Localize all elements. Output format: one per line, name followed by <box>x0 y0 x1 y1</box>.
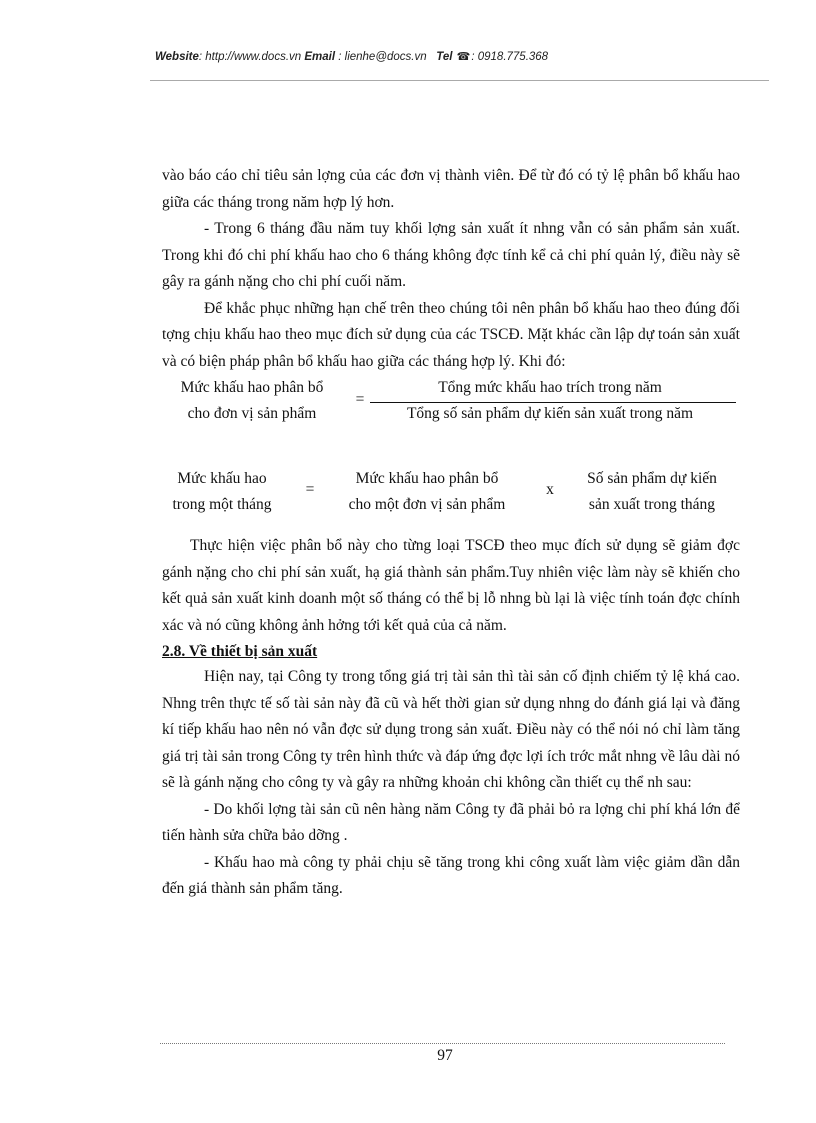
website-value: : http://www.docs.vn <box>198 51 302 63</box>
phone-icon: ☎ <box>456 51 471 63</box>
tel-label: Tel <box>436 51 453 63</box>
tel-value: : 0918.775.368 <box>471 51 549 63</box>
page-header <box>155 50 755 63</box>
paragraph-7: - Khấu hao mà công ty phải chịu sẽ tăng trong khi công xuất làm việc giảm dần dẫn đến giá thành sản phẩm tăng. <box>162 853 740 897</box>
header-divider <box>150 80 769 81</box>
website-label: Website <box>155 51 199 63</box>
paragraph-2: - Trong 6 tháng đầu năm tuy khối lợng sản xuất ít nhng vẫn có sản phẩm sản xuất. Trong khi đó chi phí khấu hao cho 6 tháng không đợc tính kể cả chi phí quản lý, điều này sẽ gây ra gánh nặng cho chi phí cuối năm. <box>162 220 740 290</box>
formula-unit-depreciation <box>162 375 740 441</box>
formula2-rhs-line2: sản xuất trong tháng <box>588 496 716 513</box>
page-number: 97 <box>437 1047 453 1064</box>
paragraph-1: vào báo cáo chỉ tiêu sản lợng của các đơn vị thành viên. Để từ đó có tỷ lệ phân bổ khấu hao giữa các tháng trong năm hợp lý hơn. <box>162 167 740 211</box>
document-body <box>162 163 740 903</box>
footer-divider <box>160 1043 725 1044</box>
formula-monthly-depreciation <box>162 441 740 533</box>
formula1-lhs-line2: cho đơn vị sản phẩm <box>187 405 317 422</box>
section-heading: 2.8. Về thiết bị sản xuất <box>162 643 318 660</box>
formula2-equals: = <box>305 481 315 498</box>
paragraph-3: Để khắc phục những hạn chế trên theo chúng tôi nên phân bổ khấu hao theo đúng đối tợng chịu khấu hao theo mục đích sử dụng của các TSCĐ. Mặt khác cần lập dự toán sản xuất và có biện pháp phân bổ khấu hao giữa các tháng hợp lý. Khi đó: <box>162 299 740 370</box>
formula2-mid-line2: cho một đơn vị sản phẩm <box>348 496 506 513</box>
formula1-numerator: Tổng mức khấu hao trích trong năm <box>438 379 662 396</box>
formula2-times: x <box>546 481 554 498</box>
formula2-lhs-line1: Mức khấu hao <box>177 470 267 487</box>
formula1-equals: = <box>355 391 365 408</box>
formula1-lhs-line1: Mức khấu hao phân bổ <box>180 379 324 396</box>
formula2-mid-line1: Mức khấu hao phân bổ <box>355 470 499 487</box>
paragraph-6: - Do khối lợng tài sản cũ nên hàng năm Công ty đã phải bỏ ra lợng chi phí khá lớn để tiến hành sửa chữa bảo dỡng . <box>162 800 740 844</box>
email-label: Email <box>304 51 336 63</box>
formula2-lhs-line2: trong một tháng <box>172 496 272 513</box>
email-value: : lienhe@docs.vn <box>338 51 427 63</box>
formula1-denominator: Tổng số sản phẩm dự kiến sản xuất trong năm <box>406 405 694 422</box>
formula2-rhs-line1: Số sản phẩm dự kiến <box>587 470 717 487</box>
paragraph-4: Thực hiện việc phân bổ này cho từng loại TSCĐ theo mục đích sử dụng sẽ giảm đợc gánh nặng cho chi phí sản xuất, hạ giá thành sản phẩm.Tuy nhiên việc làm này sẽ khiến cho kết quả sản xuất kinh doanh một số tháng có thể bị lỗ nhng bù lại là việc tính toán đợc chính xác và nó cũng không ảnh hởng tới kết quả của cả năm. <box>162 537 740 634</box>
paragraph-5: Hiện nay, tại Công ty trong tổng giá trị tài sản thì tài sản cố định chiếm tỷ lệ khá cao. Nhng trên thực tế số tài sản này đã cũ và hết thời gian sử dụng nhng do đánh giá lại và đăng kí tiếp khấu hao nên nó vẫn đợc sử dụng trong sản xuất. Điều này có thể nói nó chỉ làm tăng giá trị tài sản trong Công ty trên hình thức và đáp ứng đợc lợi ích trớc mắt nhng về lâu dài nó sẽ là gánh nặng cho công ty và gây ra những khoản chi không cần thiết cụ thể nh sau: <box>162 668 740 791</box>
